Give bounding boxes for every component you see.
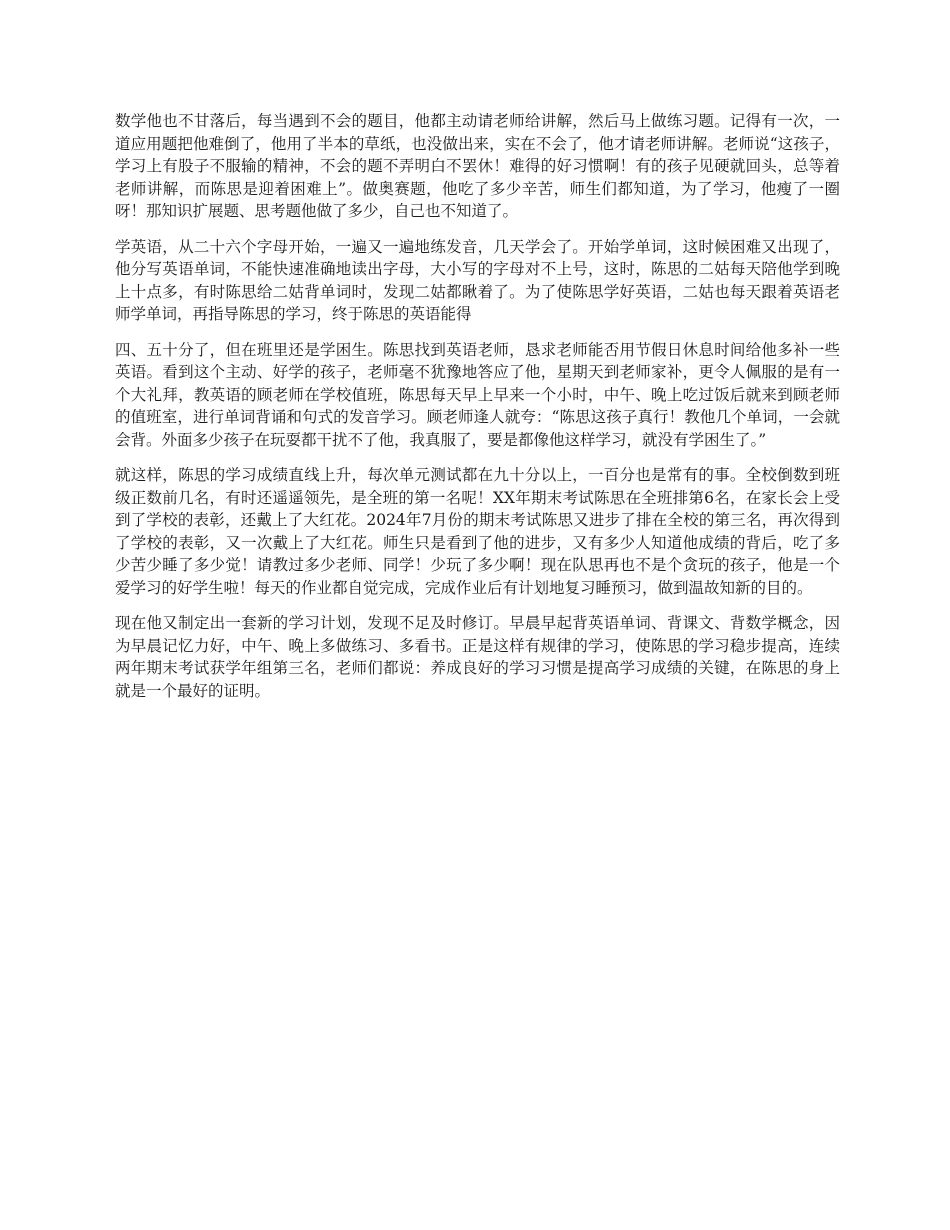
document-body — [115, 110, 840, 715]
paragraph-1: 数学他也不甘落后，每当遇到不会的题目，他都主动请老师给讲解，然后马上做练习题。记得有一次，一道应用题把他难倒了，他用了半本的草纸，也没做出来，实在不会了，他才请老师讲解。老师说“这孩子，学习上有股子不服输的精神，不会的题不弄明白不罢休！难得的好习惯啊！有的孩子见硬就回头，总等着老师讲解，而陈思是迎着困难上”。做奥赛题，他吃了多少辛苦，师生们都知道，为了学习，他瘦了一圈呀！那知识扩展题、思考题他做了多少，自己也不知道了。 — [115, 112, 840, 220]
paragraph-3: 四、五十分了，但在班里还是学困生。陈思找到英语老师，恳求老师能否用节假日休息时间给他多补一些英语。看到这个主动、好学的孩子，老师毫不犹豫地答应了他，星期天到老师家补，更令人佩服的是有一个大礼拜，教英语的顾老师在学校值班，陈思每天早上早来一个小时，中午、晚上吃过饭后就来到顾老师的值班室，进行单词背诵和句式的发音学习。顾老师逢人就夸：“陈思这孩子真行！教他几个单词，一会就会背。外面多少孩子在玩耍都干扰不了他，我真服了，要是都像他这样学习，就没有学困生了。” — [115, 340, 840, 449]
paragraph-5: 现在他又制定出一套新的学习计划，发现不足及时修订。早晨早起背英语单词、背课文、背数学概念，因为早晨记忆力好，中午、晚上多做练习、多看书。正是这样有规律的学习，使陈思的学习稳步提高，连续两年期末考试获学年组第三名，老师们都说：养成良好的学习习惯是提高学习成绩的关键，在陈思的身上就是一个最好的证明。 — [115, 614, 840, 700]
paragraph-4: 就这样，陈思的学习成绩直线上升，每次单元测试都在九十分以上，一百分也是常有的事。全校倒数到班级正数前几名，有时还遥遥领先，是全班的第一名呢！XX年期末考试陈思在全班排第6名，在家长会上受到了学校的表彰，还戴上了大红花。2024年7月份的期末考试陈思又进步了排在全校的第三名，再次得到了学校的表彰，又一次戴上了大红花。师生只是看到了他的进步，又有多少人知道他成绩的背后，吃了多少苦少睡了多少觉！请教过多少老师、同学！少玩了多少啊！现在队思再也不是个贪玩的孩子，他是一个爱学习的好学生啦！每天的作业都自觉完成，完成作业后有计划地复习睡预习，做到温故知新的目的。 — [115, 466, 840, 597]
paragraph-2: 学英语，从二十六个字母开始，一遍又一遍地练发音，几天学会了。开始学单词，这时候困难又出现了，他分写英语单词，不能快速准确地读出字母，大小写的字母对不上号，这时，陈思的二姑每天陪他学到晚上十点多，有时陈思给二姑背单词时，发现二姑都瞅着了。为了使陈思学好英语，二姑也每天跟着英语老师学单词，再指导陈思的学习，终于陈思的英语能得 — [115, 237, 840, 323]
